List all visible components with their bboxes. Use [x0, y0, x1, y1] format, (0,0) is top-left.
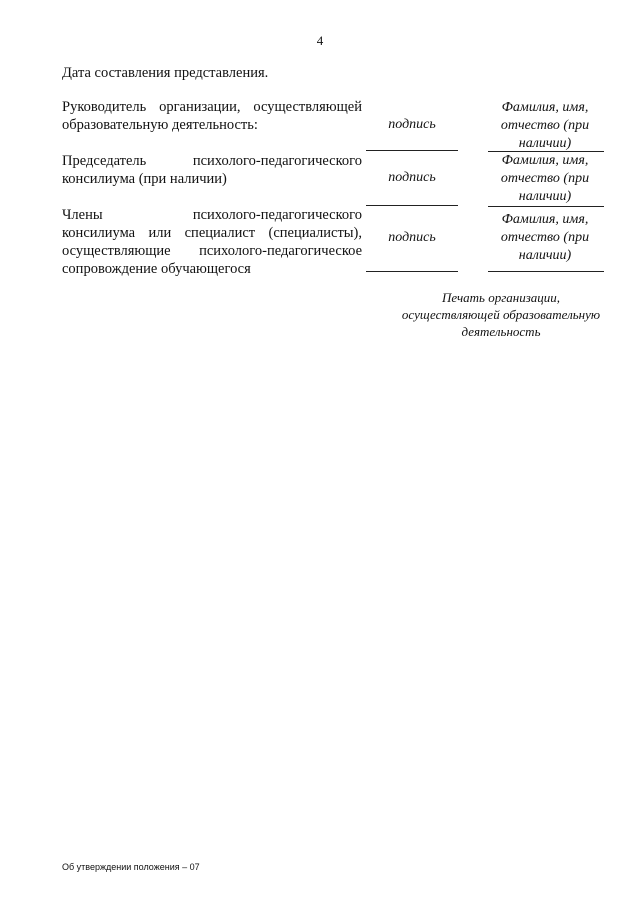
signature-caption: подпись — [388, 170, 436, 185]
label-line: Председатель психолого-педагогического — [62, 153, 362, 169]
fio-line: отчество (при — [500, 230, 590, 245]
label-line: Члены психолого-педагогического — [62, 207, 362, 223]
label-line: осуществляющие психолого-педагогическое — [62, 243, 362, 259]
page-number: 4 — [316, 33, 324, 48]
fio-line: Фамилия, имя, — [501, 100, 589, 115]
stamp-note — [395, 289, 607, 340]
fio-line: наличии) — [518, 248, 572, 263]
stamp-line: Печать организации, — [441, 290, 561, 305]
signature-caption: подпись — [388, 117, 436, 132]
fio-underline — [488, 271, 604, 272]
label-line: консилиума (при наличии) — [62, 171, 227, 187]
label-line: сопровождение обучающегося — [62, 261, 251, 277]
fio-line: отчество (при — [500, 171, 590, 186]
fio-caption — [486, 99, 604, 153]
stamp-line: деятельность — [461, 324, 541, 339]
row-label — [62, 98, 362, 134]
fio-caption — [486, 211, 604, 265]
fio-line: Фамилия, имя, — [501, 212, 589, 227]
signature-row-chairman — [62, 151, 604, 209]
stamp-line: осуществляющей образовательную — [401, 307, 601, 322]
fio-caption — [486, 152, 604, 206]
label-line: консилиума или специалист (специалисты), — [62, 225, 362, 241]
label-line: Руководитель организации, осуществляющей — [62, 99, 362, 115]
signature-underline — [366, 271, 458, 272]
signature-row-head — [62, 98, 604, 154]
row-label — [62, 206, 362, 278]
fio-line: наличии) — [518, 136, 572, 151]
signature-row-members — [62, 205, 604, 275]
fio-line: отчество (при — [500, 118, 590, 133]
signature-caption: подпись — [388, 230, 436, 245]
footer-note: Об утверждении положения – 07 — [62, 862, 200, 872]
label-line: образовательную деятельность: — [62, 117, 258, 133]
fio-line: наличии) — [518, 189, 572, 204]
row-label — [62, 152, 362, 188]
fio-line: Фамилия, имя, — [501, 153, 589, 168]
date-line: Дата составления представления. — [62, 65, 269, 81]
